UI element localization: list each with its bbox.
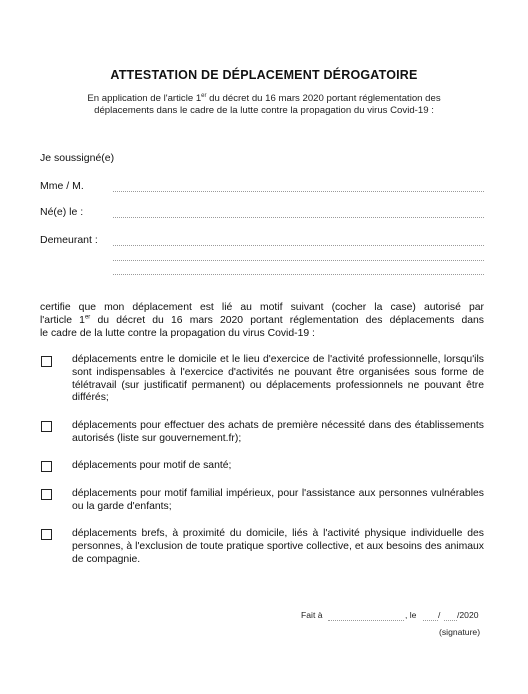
option-activite-physique: déplacements brefs, à proximité du domicile, liés à l'activité physique individuelle des personnes, à l'exclusion de toute pratique sportive collective, et aux besoins des animaux de compagnie. xyxy=(72,528,484,565)
day-field[interactable] xyxy=(423,620,438,621)
place-field[interactable] xyxy=(328,620,404,621)
address-field-line1[interactable] xyxy=(113,245,484,246)
statement-line2-pre: l'article 1 xyxy=(40,314,85,326)
statement-line3: le cadre de la lutte contre la propagation du virus Covid-19 : xyxy=(40,327,315,339)
birth-date-field[interactable] xyxy=(113,217,484,218)
statement-line2 xyxy=(40,315,484,328)
name-field[interactable] xyxy=(113,191,484,192)
checkbox-familial[interactable] xyxy=(41,489,52,500)
document-subtitle xyxy=(50,93,478,116)
statement-line1: certifie que mon déplacement est lié au motif suivant (cocher la case) autorisé par xyxy=(40,302,484,313)
birth-label: Né(e) le : xyxy=(40,206,84,218)
statement-line2-sup: er xyxy=(84,314,91,321)
address-field-line2[interactable] xyxy=(113,260,484,261)
le-label: , le xyxy=(405,610,417,620)
name-label: Mme / M. xyxy=(40,180,84,192)
statement-line2-post: du décret du 16 mars 2020 portant réglementation des déplacements dans xyxy=(90,314,484,326)
subtitle-line2: déplacements dans le cadre de la lutte contre la propagation du virus Covid-19 : xyxy=(94,104,434,116)
year-label: /2020 xyxy=(457,610,479,620)
subtitle-line1-pre: En application de l'article 1 xyxy=(87,93,202,104)
checkbox-activite-physique[interactable] xyxy=(41,529,52,540)
signature-label: (signature) xyxy=(439,627,481,637)
subtitle-line1-post: du décret du 16 mars 2020 portant réglementation des xyxy=(206,93,441,104)
address-field-line3[interactable] xyxy=(113,274,484,275)
subtitle-line1-sup: er xyxy=(201,92,207,99)
checkbox-travail[interactable] xyxy=(41,356,52,367)
soussigne-label: Je soussigné(e) xyxy=(40,152,115,164)
option-familial: déplacements pour motif familial impérieux, pour l'assistance aux personnes vulnérables ou la garde d'enfants; xyxy=(72,488,484,512)
checkbox-sante[interactable] xyxy=(41,461,52,472)
date-separator: / xyxy=(438,610,441,620)
signature-area[interactable] xyxy=(300,642,484,682)
statement-paragraph xyxy=(40,302,484,340)
option-travail: déplacements entre le domicile et le lieu d'exercice de l'activité professionnelle, lorsqu'ils sont indispensables à l'exercice d'activités ne pouvant être organisées sous forme de télétravail (sur justificatif permanent) ou déplacements professionnels ne pouvant être différés; xyxy=(72,354,484,404)
address-label: Demeurant : xyxy=(40,234,98,246)
checkbox-achats[interactable] xyxy=(41,421,52,432)
month-field[interactable] xyxy=(444,620,457,621)
fait-label: Fait à xyxy=(301,610,323,620)
option-sante: déplacements pour motif de santé; xyxy=(72,460,232,471)
option-achats: déplacements pour effectuer des achats de première nécessité dans des établissements autorisés (liste sur gouvernement.fr); xyxy=(72,420,484,444)
document-title: ATTESTATION DE DÉPLACEMENT DÉROGATOIRE xyxy=(110,68,418,82)
